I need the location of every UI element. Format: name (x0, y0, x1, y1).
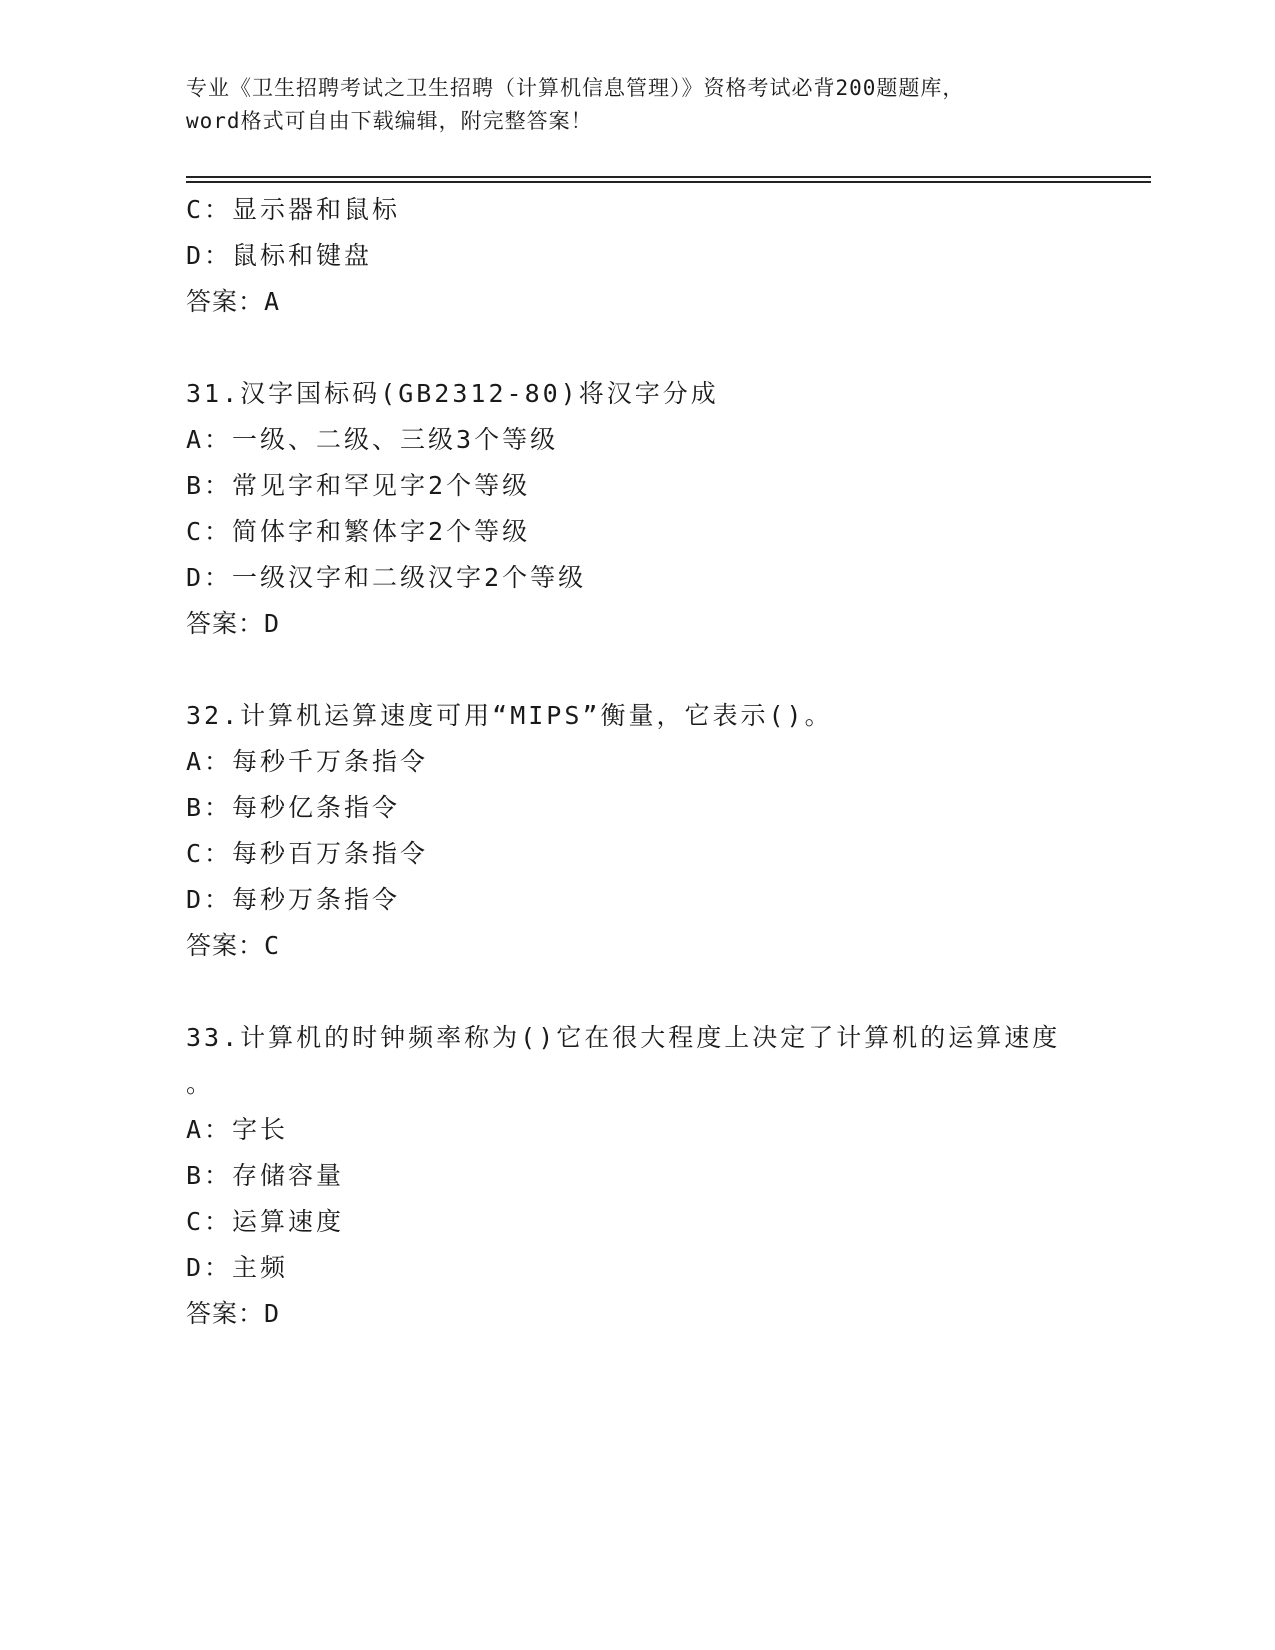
question-33-block (186, 1015, 1146, 1337)
question-text: 32.计算机运算速度可用“MIPS”衡量，它表示()。 (186, 701, 833, 730)
previous-question-block (186, 187, 1146, 325)
option-c: C：运算速度 (186, 1207, 345, 1236)
option-d: D：每秒万条指令 (186, 885, 401, 914)
answer-line: 答案：D (186, 609, 281, 638)
option-a: A：字长 (186, 1115, 289, 1144)
document-header (186, 72, 1086, 138)
header-line-1: 专业《卫生招聘考试之卫生招聘（计算机信息管理）》资格考试必背200题题库， (186, 76, 965, 100)
option-c: C：显示器和鼠标 (186, 195, 401, 224)
spacer (186, 647, 1146, 693)
option-d: D：鼠标和键盘 (186, 241, 373, 270)
header-line-2: word格式可自由下载编辑，附完整答案！ (186, 109, 593, 133)
header-divider-top (186, 176, 1151, 178)
spacer (186, 325, 1146, 371)
option-a: A：每秒千万条指令 (186, 747, 429, 776)
option-d: D：主频 (186, 1253, 289, 1282)
option-b: B：每秒亿条指令 (186, 793, 401, 822)
question-text: 33.计算机的时钟频率称为()它在很大程度上决定了计算机的运算速度 (186, 1023, 1061, 1052)
question-32-block (186, 693, 1146, 969)
option-a: A：一级、二级、三级3个等级 (186, 425, 559, 454)
document-body (186, 187, 1146, 1337)
option-b: B：存储容量 (186, 1161, 345, 1190)
option-c: C：每秒百万条指令 (186, 839, 429, 868)
answer-line: 答案：C (186, 931, 281, 960)
answer-line: 答案：D (186, 1299, 281, 1328)
option-c: C：简体字和繁体字2个等级 (186, 517, 531, 546)
option-b: B：常见字和罕见字2个等级 (186, 471, 531, 500)
option-d: D：一级汉字和二级汉字2个等级 (186, 563, 587, 592)
question-text-continuation: 。 (186, 1069, 212, 1098)
question-31-block (186, 371, 1146, 647)
answer-line: 答案：A (186, 287, 281, 316)
header-divider-bottom (186, 181, 1151, 183)
spacer (186, 969, 1146, 1015)
question-text: 31.汉字国标码(GB2312-80)将汉字分成 (186, 379, 719, 408)
